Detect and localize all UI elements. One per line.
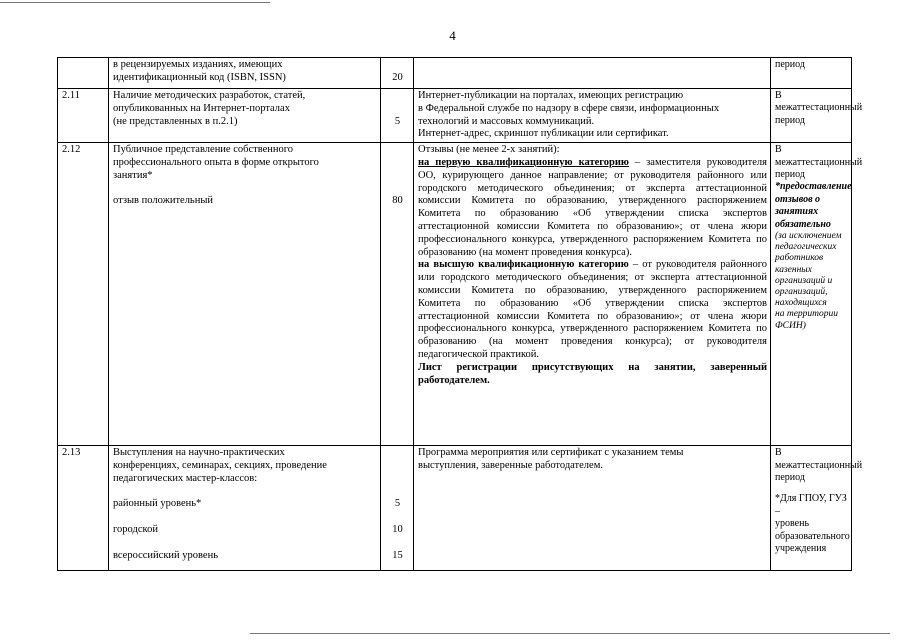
row-number-cell: 2.13 — [58, 446, 109, 571]
documents-closing: Лист регистрации присутствующих на занятии, заверенный работодателем. — [418, 361, 767, 386]
level-points-national: 15 — [392, 549, 403, 561]
documents-cell — [414, 89, 771, 143]
period-cell — [771, 143, 863, 446]
bottom-rule — [250, 633, 890, 634]
period-line: период — [775, 114, 805, 126]
period-line: межаттестационный — [775, 102, 863, 114]
level-points-city: 10 — [392, 523, 403, 535]
period-line: межаттестационный — [775, 459, 863, 471]
period-line: В — [775, 90, 782, 101]
documents-line: Программа мероприятия или сертификат с указанием темы — [418, 447, 684, 459]
period-line: период — [775, 472, 805, 483]
period-note-italic: ФСИН) — [775, 320, 806, 331]
criterion-line: (не представленных в п.2.1) — [113, 115, 238, 127]
criterion-cell — [109, 89, 381, 143]
criterion-line: конференциях, семинарах, секциях, проведение — [113, 459, 327, 471]
period-line: межаттестационный — [775, 156, 863, 168]
period-note-bold: *предоставление — [775, 181, 852, 193]
points-value: 20 — [392, 71, 403, 83]
level-label-district: районный уровень* — [113, 498, 202, 510]
period-note-italic: организаций и — [775, 275, 833, 286]
documents-intro: Отзывы (не менее 2-х занятий): — [418, 144, 560, 156]
criterion-cell — [109, 143, 381, 446]
period-note-italic: (за исключением — [775, 231, 842, 242]
criterion-cell — [109, 58, 381, 89]
criterion-line: Наличие методических разработок, статей, — [113, 90, 306, 101]
period-note: образовательного — [775, 530, 850, 542]
period-line: В — [775, 447, 782, 459]
criterion-line: профессионального опыта в форме открытого — [113, 156, 319, 168]
table-row — [58, 143, 852, 446]
documents-cell — [414, 58, 771, 89]
period-note-italic: казенных — [775, 264, 812, 275]
table-row — [58, 446, 852, 571]
points-cell — [381, 89, 414, 143]
table-row — [58, 89, 852, 143]
period-note: учреждения — [775, 543, 827, 555]
criterion-line: педагогических мастер-классов: — [113, 472, 258, 484]
period-cell: период — [771, 58, 852, 89]
documents-line: в Федеральной службе по надзору в сфере связи, информационных — [418, 102, 720, 114]
period-note-italic: работников — [775, 253, 824, 264]
period-line: период — [775, 169, 805, 180]
period-note-italic: педагогических — [775, 242, 837, 253]
top-rule — [0, 2, 270, 3]
points-cell — [381, 446, 414, 571]
period-line: В — [775, 144, 782, 156]
criterion-subline: отзыв положительный — [113, 195, 214, 207]
criterion-line: опубликованных на Интернет-порталах — [113, 102, 290, 114]
high-category-heading: на высшую квалификационную категорию — [418, 259, 629, 271]
level-points-district: 5 — [394, 498, 401, 510]
period-note-italic: на территории — [775, 309, 839, 320]
row-number-cell: 2.12 — [58, 143, 109, 446]
period-note-italic: организаций, — [775, 287, 828, 298]
level-label-national: всероссийский уровень — [113, 549, 219, 561]
documents-line: технологий и массовых коммуникаций. — [418, 115, 595, 127]
period-note-bold: отзывов о занятиях — [775, 193, 821, 218]
level-label-city: городской — [113, 523, 158, 535]
first-category-body: – заместителя руководителя ОО, курирующего данное направление; от руководителя районного или городского методического объединения; от эксперта аттестационной комиссии Комитета по образованию, утвержденного распоряжением Комитета по образованию «Об утверждении списка экспертов аттестационной комиссии Комитета по образованию»; от члена жюри профессионального конкурса, утвержденного распоряжением Комитета по образованию (на момент проведения конкурса). — [418, 156, 767, 258]
first-category-block — [418, 157, 767, 259]
criterion-line: Выступления на научно-практических — [113, 447, 285, 459]
period-note-italic: находящихся — [775, 298, 827, 309]
page-number: 4 — [449, 28, 456, 43]
criterion-line: идентификационный код (ISBN, ISSN) — [113, 71, 286, 83]
period-note: уровень — [775, 518, 810, 530]
criteria-table — [57, 57, 863, 571]
high-category-body: – от руководителя районного или городского методического объединения; от эксперта аттестационной комиссии Комитета по образованию, утвержденного распоряжением Комитета по образованию «Об утверждении списка экспертов аттестационной комиссии Комитета по образованию»; от члена жюри профессионального конкурса, утвержденного распоряжением Комитета по образованию (на момент проведения конкурса); от руководителя педагогической практикой. — [418, 259, 767, 360]
criterion-line: Публичное представление собственного — [113, 144, 294, 156]
criterion-line: занятия* — [113, 169, 153, 181]
first-category-heading: на первую квалификационную категорию — [418, 156, 629, 168]
points-cell — [381, 58, 414, 89]
points-value: 80 — [392, 195, 403, 207]
points-cell — [381, 143, 414, 446]
period-note-bold: обязательно — [775, 218, 831, 230]
period-cell — [771, 89, 863, 143]
period-cell — [771, 446, 863, 571]
table-row — [58, 58, 852, 89]
documents-line: выступления, заверенные работодателем. — [418, 459, 603, 471]
high-category-block — [418, 259, 767, 361]
criterion-cell — [109, 446, 381, 571]
row-number-cell — [58, 58, 109, 89]
documents-cell — [414, 446, 771, 571]
period-note: *Для ГПОУ, ГУЗ – — [775, 493, 847, 517]
documents-cell — [414, 143, 771, 446]
points-value: 5 — [394, 115, 401, 127]
documents-line: Интернет-адрес, скриншот публикации или сертификат. — [418, 128, 669, 140]
documents-line: Интернет-публикации на порталах, имеющих регистрацию — [418, 90, 684, 101]
criterion-line: в рецензируемых изданиях, имеющих — [113, 59, 283, 70]
row-number-cell: 2.11 — [58, 89, 109, 143]
